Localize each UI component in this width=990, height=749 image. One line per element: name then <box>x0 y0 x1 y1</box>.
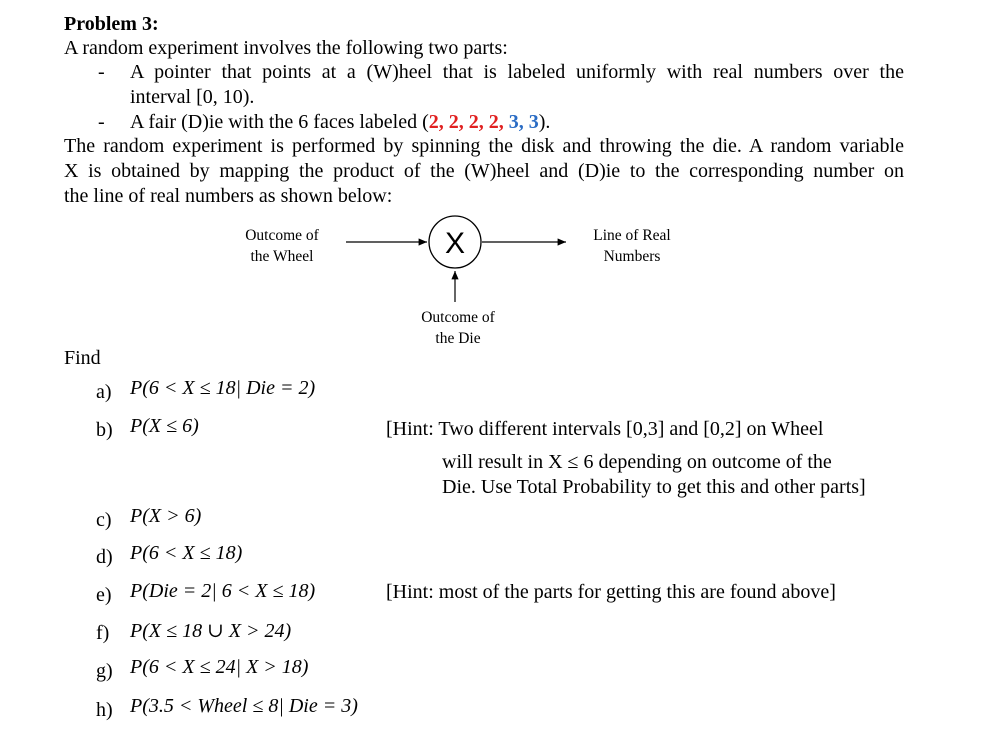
hint-1-line-3: Die. Use Total Probability to get this and other parts] <box>442 476 866 498</box>
bullet-dash-1: - <box>98 61 105 83</box>
item-f-expr: P(X ≤ 18 ∪ X > 24) <box>130 620 292 642</box>
die-faces-blue: 3, 3 <box>508 111 539 133</box>
bullet-dash-2: - <box>98 111 105 133</box>
line-label-line-2: Numbers <box>603 248 661 265</box>
bullet-1-line1: A pointer that points at a (W)heel that is labeled uniformly with real numbers over the <box>130 61 904 83</box>
item-b-label: b) <box>96 419 113 441</box>
line-label-line-1: Line of Real <box>593 227 671 244</box>
item-f-label: f) <box>96 622 110 644</box>
wheel-label-line-1: Outcome of <box>245 227 319 244</box>
paragraph-line-3: the line of real numbers as shown below: <box>64 185 393 207</box>
item-g-label: g) <box>96 660 113 682</box>
bullet-2-suffix: ). <box>538 111 551 133</box>
item-h-expr: P(3.5 < Wheel ≤ 8| Die = 3) <box>130 695 358 717</box>
die-label-line-2: the Die <box>435 330 481 347</box>
die-faces-red: 2, 2, 2, 2, <box>428 111 504 133</box>
item-b-expr: P(X ≤ 6) <box>130 415 199 437</box>
hint-2: [Hint: most of the parts for getting this are found above] <box>386 581 836 603</box>
item-e-expr: P(Die = 2| 6 < X ≤ 18) <box>130 580 316 602</box>
find-heading: Find <box>64 347 101 369</box>
bullet-1-line2: interval [0, 10). <box>130 86 255 108</box>
item-d-label: d) <box>96 546 113 568</box>
item-a-label: a) <box>96 381 112 403</box>
wheel-label-line-2: the Wheel <box>250 248 314 265</box>
item-c-label: c) <box>96 509 112 531</box>
die-label-line-1: Outcome of <box>421 309 495 326</box>
hint-1-line-2: will result in X ≤ 6 depending on outcome of the <box>442 451 832 473</box>
bullet-2-prefix: A fair (D)ie with the 6 faces labeled ( <box>130 111 429 133</box>
item-a-expr: P(6 < X ≤ 18| Die = 2) <box>130 377 316 399</box>
problem-title: Problem 3: <box>64 13 159 35</box>
item-g-expr: P(6 < X ≤ 24| X > 18) <box>130 656 309 678</box>
hint-1-line-1: [Hint: Two different intervals [0,3] and [0,2] on Wheel <box>386 418 824 440</box>
paragraph-line-1: The random experiment is performed by spinning the disk and throwing the die. A random variable <box>64 135 904 157</box>
paragraph-line-2: X is obtained by mapping the product of the (W)heel and (D)ie to the corresponding number on <box>64 160 904 182</box>
item-h-label: h) <box>96 699 113 721</box>
x-node-label: X <box>444 227 466 260</box>
item-e-label: e) <box>96 584 112 606</box>
problem-intro: A random experiment involves the following two parts: <box>64 37 508 59</box>
item-d-expr: P(6 < X ≤ 18) <box>130 542 243 564</box>
item-c-expr: P(X > 6) <box>130 505 202 527</box>
